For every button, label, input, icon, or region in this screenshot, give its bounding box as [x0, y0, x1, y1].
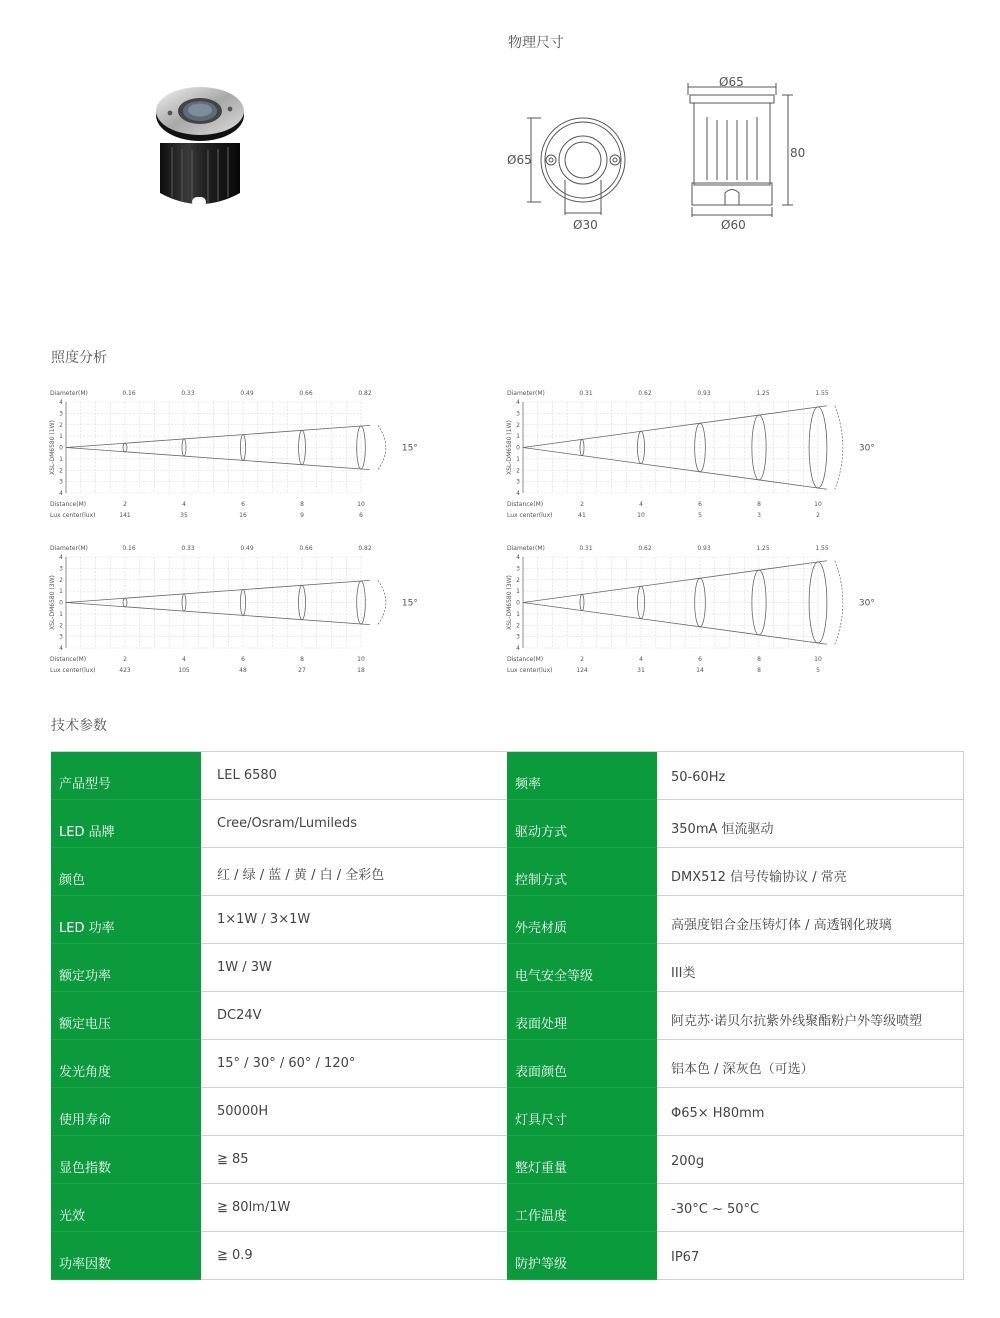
diameter-value: 0.49	[240, 545, 254, 552]
diameter-value: 0.82	[358, 390, 372, 397]
lux-value: 14	[696, 667, 704, 674]
y-tick-label: 4	[516, 490, 520, 497]
beam-line-lower	[66, 448, 370, 470]
spec-row	[51, 752, 963, 800]
distance-value: 6	[241, 501, 245, 508]
lux-value: 31	[637, 667, 645, 674]
beam-line-lower	[523, 603, 827, 645]
y-tick-label: 4	[516, 399, 520, 406]
illuminance-chart-4	[503, 540, 883, 680]
spec-value: Φ65× H80mm	[657, 1088, 963, 1136]
y-tick-label: 4	[59, 554, 63, 561]
diameter-value: 1.25	[756, 545, 770, 552]
y-tick-label: 2	[516, 421, 520, 429]
angle-arc	[378, 580, 386, 624]
lux-value: 6	[359, 512, 363, 519]
y-tick-label: 3	[516, 565, 520, 573]
spec-value: 15° / 30° / 60° / 120°	[201, 1040, 507, 1088]
distance-value: 4	[639, 501, 643, 508]
spec-value: 阿克苏·诺贝尔抗紫外线聚酯粉户外等级喷塑	[657, 992, 963, 1040]
spec-row	[51, 800, 963, 848]
beam-angle-label: 15°	[401, 443, 418, 454]
lux-value: 9	[300, 512, 304, 519]
spec-value: ≧ 80lm/1W	[201, 1184, 507, 1232]
spec-key: 使用寿命	[51, 1088, 201, 1136]
spec-key: 控制方式	[507, 848, 657, 896]
lux-value: 124	[576, 667, 588, 674]
distance-label: Distance(M)	[507, 656, 544, 663]
spec-key: 功率因数	[51, 1232, 201, 1280]
distance-value: 4	[182, 656, 186, 663]
spec-key: 工作温度	[507, 1184, 657, 1232]
y-tick-label: 1	[516, 588, 520, 596]
y-tick-label: 3	[59, 478, 63, 486]
diameter-value: 1.55	[815, 545, 829, 552]
diameter-label: Diameter(M)	[507, 545, 545, 552]
y-tick-label: 1	[59, 455, 63, 463]
diameter-label: Diameter(M)	[507, 390, 545, 397]
distance-value: 10	[357, 656, 365, 663]
spec-key: 整灯重量	[507, 1136, 657, 1184]
y-tick-label: 1	[516, 433, 520, 441]
diameter-label: Diameter(M)	[50, 545, 88, 552]
distance-value: 6	[698, 501, 702, 508]
lux-value: 3	[757, 512, 761, 519]
y-tick-label: 0	[59, 599, 63, 607]
spec-row	[51, 848, 963, 896]
dim-side-diameter: Ø65	[719, 75, 744, 89]
y-tick-label: 2	[516, 467, 520, 475]
spec-value: 1×1W / 3×1W	[201, 896, 507, 944]
diameter-value: 0.33	[181, 545, 195, 552]
y-tick-label: 2	[59, 421, 63, 429]
beam-line-upper	[66, 425, 370, 447]
spec-key: 额定电压	[51, 992, 201, 1040]
lux-label: Lux center(lux)	[50, 512, 96, 519]
spec-row	[51, 992, 963, 1040]
y-tick-label: 3	[59, 633, 63, 641]
diameter-value: 0.82	[358, 545, 372, 552]
beam-angle-label: 15°	[401, 598, 418, 609]
lux-value: 41	[578, 512, 586, 519]
spec-key: 外壳材质	[507, 896, 657, 944]
illuminance-chart-3	[46, 540, 426, 680]
y-tick-label: 4	[59, 399, 63, 406]
diameter-value: 0.66	[299, 545, 313, 552]
angle-arc	[835, 406, 843, 489]
beam-line-upper	[523, 406, 827, 448]
beam-line-lower	[66, 603, 370, 625]
lux-value: 2	[816, 512, 820, 519]
lux-label: Lux center(lux)	[507, 667, 553, 674]
diameter-value: 0.49	[240, 390, 254, 397]
y-axis-label: XSL-DM6580 (3W)	[49, 575, 56, 630]
diameter-value: 0.31	[579, 545, 593, 552]
distance-value: 2	[580, 656, 584, 663]
distance-value: 6	[698, 656, 702, 663]
distance-value: 8	[757, 501, 761, 508]
y-tick-label: 2	[516, 576, 520, 584]
y-tick-label: 0	[516, 599, 520, 607]
specs-table	[51, 751, 964, 1280]
spec-row	[51, 1040, 963, 1088]
spec-row	[51, 1136, 963, 1184]
distance-value: 2	[123, 656, 127, 663]
diameter-value: 1.55	[815, 390, 829, 397]
y-tick-label: 1	[59, 610, 63, 618]
y-axis-label: XSL-DM6580 (1W)	[49, 420, 56, 475]
lux-value: 423	[119, 667, 131, 674]
diameter-value: 0.16	[122, 390, 136, 397]
diameter-label: Diameter(M)	[50, 390, 88, 397]
spec-value: 铝本色 / 深灰色（可选）	[657, 1040, 963, 1088]
y-tick-label: 1	[516, 455, 520, 463]
spec-key: 光效	[51, 1184, 201, 1232]
spec-key: 频率	[507, 752, 657, 800]
beam-line-lower	[523, 448, 827, 490]
spec-key: 灯具尺寸	[507, 1088, 657, 1136]
dim-inner-diameter: Ø30	[573, 218, 598, 232]
spec-key: 产品型号	[51, 752, 201, 800]
distance-value: 8	[300, 656, 304, 663]
distance-label: Distance(M)	[50, 656, 87, 663]
illuminance-title: 照度分析	[51, 350, 107, 366]
spec-key: LED 功率	[51, 896, 201, 944]
spec-value: 红 / 绿 / 蓝 / 黄 / 白 / 全彩色	[201, 848, 507, 896]
product-photo	[150, 85, 250, 215]
angle-arc	[378, 425, 386, 469]
spec-value: DC24V	[201, 992, 507, 1040]
illuminance-chart-1	[46, 385, 426, 525]
spec-value: 1W / 3W	[201, 944, 507, 992]
spec-value: ≧ 0.9	[201, 1232, 507, 1280]
spec-value: IP67	[657, 1232, 963, 1280]
y-tick-label: 2	[59, 467, 63, 475]
y-tick-label: 0	[59, 444, 63, 452]
beam-line-upper	[66, 580, 370, 602]
distance-value: 8	[757, 656, 761, 663]
y-tick-label: 1	[59, 433, 63, 441]
lux-value: 141	[119, 512, 131, 519]
y-tick-label: 0	[516, 444, 520, 452]
spec-key: 表面颜色	[507, 1040, 657, 1088]
diameter-value: 0.33	[181, 390, 195, 397]
spec-value: Cree/Osram/Lumileds	[201, 800, 507, 848]
spec-value: III类	[657, 944, 963, 992]
distance-value: 4	[639, 656, 643, 663]
illuminance-chart-2	[503, 385, 883, 525]
y-tick-label: 2	[516, 622, 520, 630]
spec-key: 发光角度	[51, 1040, 201, 1088]
spec-key: 显色指数	[51, 1136, 201, 1184]
diameter-value: 0.16	[122, 545, 136, 552]
lux-label: Lux center(lux)	[507, 512, 553, 519]
distance-label: Distance(M)	[50, 501, 87, 508]
diameter-value: 0.31	[579, 390, 593, 397]
spec-row	[51, 896, 963, 944]
y-tick-label: 3	[516, 478, 520, 486]
angle-arc	[835, 561, 843, 644]
beam-angle-label: 30°	[858, 443, 875, 454]
y-tick-label: 4	[59, 490, 63, 497]
distance-value: 10	[814, 656, 822, 663]
distance-value: 2	[123, 501, 127, 508]
spec-key: 驱动方式	[507, 800, 657, 848]
distance-value: 2	[580, 501, 584, 508]
spec-key: 颜色	[51, 848, 201, 896]
y-tick-label: 1	[59, 588, 63, 596]
distance-value: 10	[814, 501, 822, 508]
lux-value: 8	[757, 667, 761, 674]
lux-value: 105	[178, 667, 190, 674]
spec-key: LED 品牌	[51, 800, 201, 848]
spec-value: 高强度铝合金压铸灯体 / 高透钢化玻璃	[657, 896, 963, 944]
y-axis-label: XSL-DM6580 (3W)	[506, 575, 513, 630]
diameter-value: 0.62	[638, 545, 652, 552]
spec-row	[51, 1184, 963, 1232]
spec-value: 50000H	[201, 1088, 507, 1136]
spec-key: 额定功率	[51, 944, 201, 992]
dimension-drawing	[495, 65, 825, 240]
lux-value: 35	[180, 512, 188, 519]
diameter-value: 0.93	[697, 390, 711, 397]
lux-value: 5	[816, 667, 820, 674]
spec-value: LEL 6580	[201, 752, 507, 800]
lux-value: 27	[298, 667, 306, 674]
y-tick-label: 4	[59, 645, 63, 652]
specs-title: 技术参数	[51, 718, 107, 734]
distance-value: 10	[357, 501, 365, 508]
spec-value: -30°C ~ 50°C	[657, 1184, 963, 1232]
y-tick-label: 3	[59, 565, 63, 573]
spec-value: 350mA 恒流驱动	[657, 800, 963, 848]
diameter-value: 0.62	[638, 390, 652, 397]
distance-value: 8	[300, 501, 304, 508]
diameter-value: 1.25	[756, 390, 770, 397]
spec-value: 200g	[657, 1136, 963, 1184]
spec-value: 50-60Hz	[657, 752, 963, 800]
spec-row	[51, 1232, 963, 1280]
y-tick-label: 3	[59, 410, 63, 418]
y-tick-label: 2	[59, 622, 63, 630]
spec-value: DMX512 信号传输协议 / 常亮	[657, 848, 963, 896]
distance-label: Distance(M)	[507, 501, 544, 508]
diameter-value: 0.93	[697, 545, 711, 552]
lux-value: 16	[239, 512, 247, 519]
y-tick-label: 2	[59, 576, 63, 584]
beam-line-upper	[523, 561, 827, 603]
dimensions-title: 物理尺寸	[508, 35, 564, 51]
beam-angle-label: 30°	[858, 598, 875, 609]
spec-row	[51, 944, 963, 992]
lux-value: 5	[698, 512, 702, 519]
y-tick-label: 3	[516, 633, 520, 641]
y-tick-label: 1	[516, 610, 520, 618]
y-axis-label: XSL-DM6580 (1W)	[506, 420, 513, 475]
spec-key: 表面处理	[507, 992, 657, 1040]
y-tick-label: 3	[516, 410, 520, 418]
dim-base-diameter: Ø60	[721, 218, 746, 232]
y-tick-label: 4	[516, 554, 520, 561]
lux-label: Lux center(lux)	[50, 667, 96, 674]
distance-value: 4	[182, 501, 186, 508]
dim-height: 80	[790, 146, 806, 160]
y-tick-label: 4	[516, 645, 520, 652]
lux-value: 18	[357, 667, 365, 674]
lux-value: 10	[637, 512, 645, 519]
diameter-value: 0.66	[299, 390, 313, 397]
spec-value: ≧ 85	[201, 1136, 507, 1184]
dim-top-diameter: Ø65	[507, 153, 532, 167]
spec-key: 防护等级	[507, 1232, 657, 1280]
spec-key: 电气安全等级	[507, 944, 657, 992]
spec-row	[51, 1088, 963, 1136]
distance-value: 6	[241, 656, 245, 663]
lux-value: 48	[239, 667, 247, 674]
